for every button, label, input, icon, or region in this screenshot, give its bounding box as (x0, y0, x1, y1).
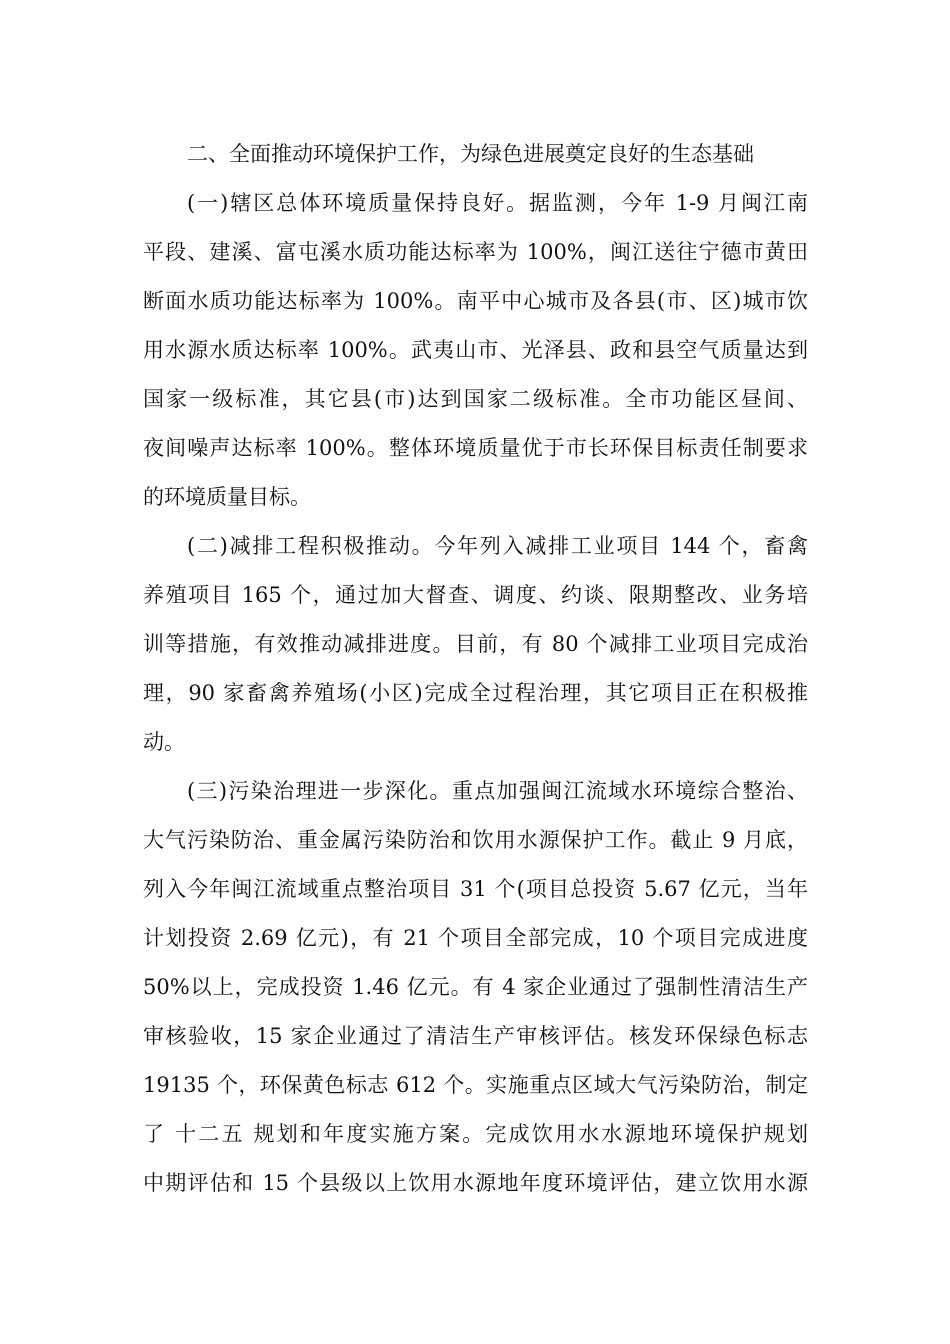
paragraph-3-line-7: 19135 个，环保黄色标志 612 个。实施重点区域大气污染防治，制定 (143, 1073, 808, 1097)
document-body (143, 130, 808, 1208)
paragraph-1-line-5: 国家一级标准，其它县(市)达到国家二级标准。全市功能区昼间、 (143, 387, 808, 411)
paragraph-3-line-9: 中期评估和 15 个县级以上饮用水源地年度环境评估，建立饮用水源 (143, 1171, 808, 1195)
paragraph-3-line-5: 50%以上，完成投资 1.46 亿元。有 4 家企业通过了强制性清洁生产 (143, 975, 808, 999)
paragraph-1-line-3: 断面水质功能达标率为 100%。南平中心城市及各县(市、区)城市饮 (143, 289, 808, 313)
paragraph-3-line-2: 大气污染防治、重金属污染防治和饮用水源保护工作。截止 9 月底， (143, 828, 808, 852)
paragraph-1-line-6: 夜间噪声达标率 100%。整体环境质量优于市长环保目标责任制要求 (143, 436, 808, 460)
paragraph-3-line-8: 了 十二五 规划和年度实施方案。完成饮用水水源地环境保护规划 (143, 1122, 808, 1146)
paragraph-2-line-5: 动。 (143, 730, 185, 754)
paragraph-2-line-4: 理，90 家畜禽养殖场(小区)完成全过程治理，其它项目正在积极推 (143, 681, 808, 705)
paragraph-3-line-3: 列入今年闽江流域重点整治项目 31 个(项目总投资 5.67 亿元，当年 (143, 877, 808, 901)
paragraph-2-line-1: (二)减排工程积极推动。今年列入减排工业项目 144 个，畜禽 (187, 534, 808, 558)
paragraph-3-line-4: 计划投资 2.69 亿元)，有 21 个项目全部完成，10 个项目完成进度 (143, 926, 808, 950)
section-heading: 二、全面推动环境保护工作，为绿色进展奠定良好的生态基础 (187, 142, 754, 166)
paragraph-2-line-2: 养殖项目 165 个，通过加大督查、调度、约谈、限期整改、业务培 (143, 583, 808, 607)
paragraph-3-line-1: (三)污染治理进一步深化。重点加强闽江流域水环境综合整治、 (187, 779, 808, 803)
paragraph-2-line-3: 训等措施，有效推动减排进度。目前，有 80 个减排工业项目完成治 (143, 632, 808, 656)
paragraph-1-line-7: 的环境质量目标。 (143, 485, 311, 509)
paragraph-3-line-6: 审核验收，15 家企业通过了清洁生产审核评估。核发环保绿色标志 (143, 1024, 808, 1048)
paragraph-1-line-1: (一)辖区总体环境质量保持良好。据监测，今年 1-9 月闽江南 (187, 191, 808, 215)
paragraph-1-line-2: 平段、建溪、富屯溪水质功能达标率为 100%，闽江送往宁德市黄田 (143, 240, 808, 264)
paragraph-1-line-4: 用水源水质达标率 100%。武夷山市、光泽县、政和县空气质量达到 (143, 338, 808, 362)
